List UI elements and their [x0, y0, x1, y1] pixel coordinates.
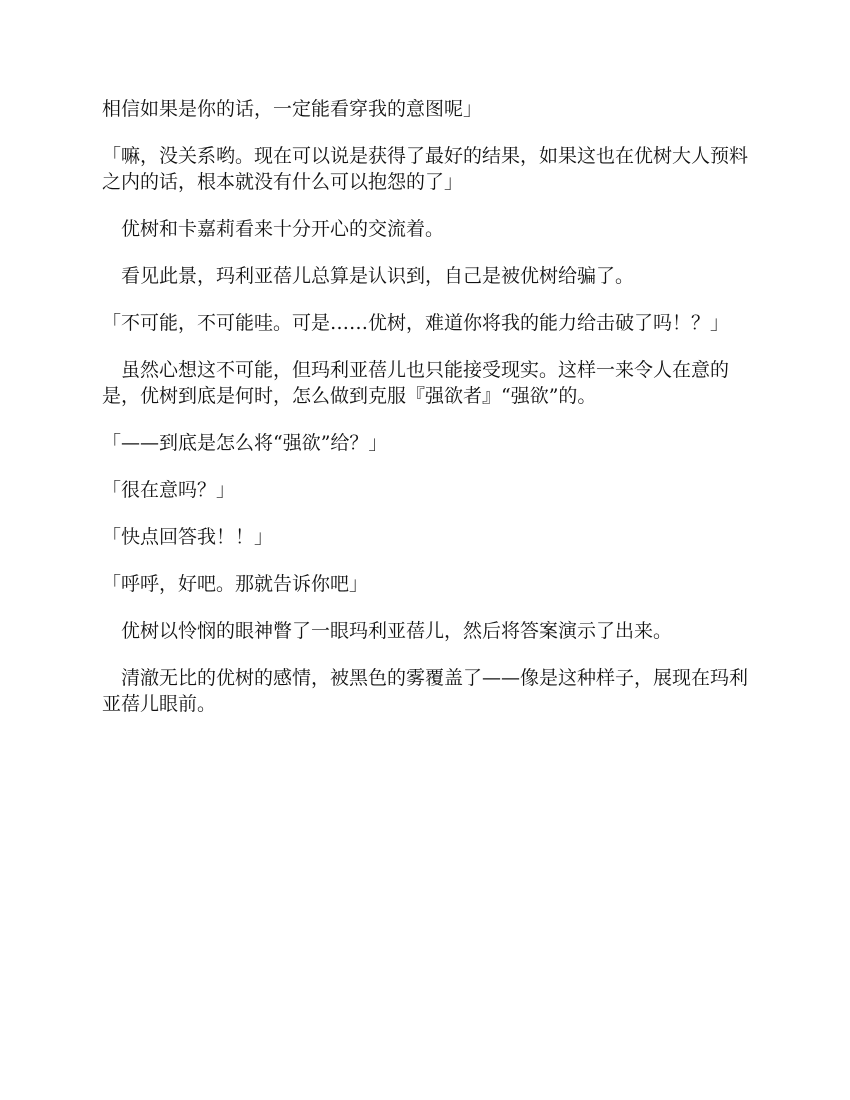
narration-paragraph: 优树以怜悯的眼神瞥了一眼玛利亚蓓儿，然后将答案演示了出来。	[121, 620, 673, 642]
narration-paragraph: 虽然心想这不可能，但玛利亚蓓儿也只能接受现实。这样一来令人在意的是，优树到底是何时，怎么做到克服『强欲者』“强欲”的。	[102, 359, 730, 407]
dialogue-line: 「——到底是怎么将“强欲”给？」	[102, 432, 388, 454]
dialogue-line: 「嘛，没关系哟。现在可以说是获得了最好的结果，如果这也在优树大人预料之内的话，根本就没有什么可以抱怨的了」	[102, 145, 749, 193]
document-page	[102, 96, 752, 738]
narration-paragraph: 优树和卡嘉莉看来十分开心的交流着。	[121, 218, 445, 240]
dialogue-line: 「不可能，不可能哇。可是……优树，难道你将我的能力给击破了吗！？」	[102, 312, 730, 334]
dialogue-line: 「很在意吗？」	[102, 479, 236, 501]
narration-paragraph: 清澈无比的优树的感情，被黑色的雾覆盖了——像是这种样子，展现在玛利亚蓓儿眼前。	[102, 667, 749, 715]
dialogue-line: 「呼呼，好吧。那就告诉你吧」	[102, 573, 369, 595]
narration-paragraph: 看见此景，玛利亚蓓儿总算是认识到，自己是被优树给骗了。	[121, 265, 635, 287]
dialogue-line: 相信如果是你的话，一定能看穿我的意图呢」	[102, 98, 483, 120]
dialogue-line: 「快点回答我！！」	[102, 526, 274, 548]
